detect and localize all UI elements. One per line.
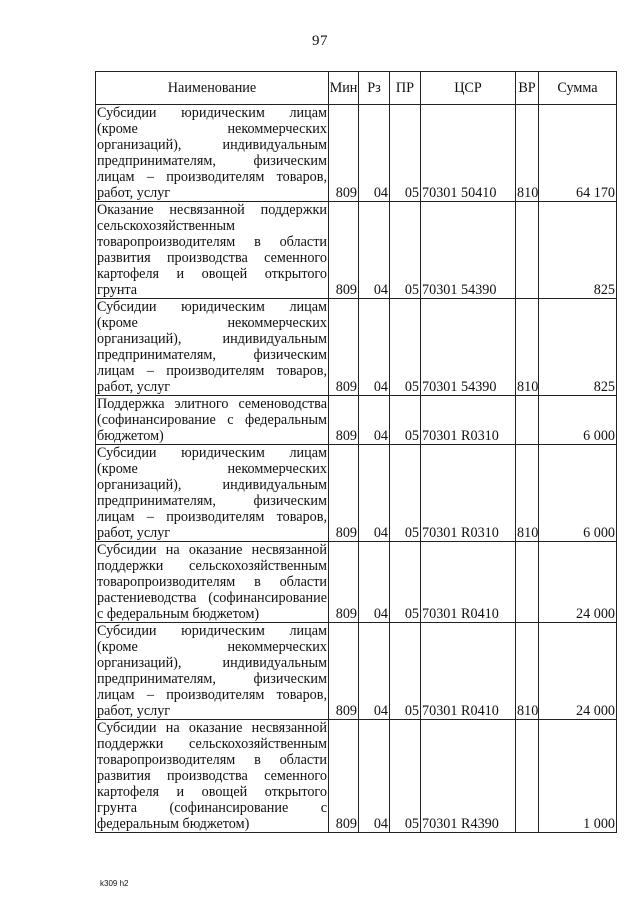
row-rz: 04 bbox=[359, 396, 390, 445]
row-pr: 05 bbox=[390, 396, 421, 445]
header-pr: ПР bbox=[390, 72, 421, 105]
row-sum: 1 000 bbox=[539, 720, 617, 833]
row-rz: 04 bbox=[359, 445, 390, 542]
row-rz: 04 bbox=[359, 623, 390, 720]
row-csr: 70301 50410 bbox=[421, 105, 516, 202]
row-min: 809 bbox=[329, 396, 359, 445]
footer-code: k309 h2 bbox=[100, 879, 129, 888]
row-sum: 825 bbox=[539, 202, 617, 299]
row-min: 809 bbox=[329, 623, 359, 720]
row-csr: 70301 54390 bbox=[421, 202, 516, 299]
table-row bbox=[96, 202, 617, 299]
row-sum: 24 000 bbox=[539, 542, 617, 623]
row-min: 809 bbox=[329, 542, 359, 623]
table-row bbox=[96, 542, 617, 623]
table-row bbox=[96, 396, 617, 445]
row-sum: 6 000 bbox=[539, 396, 617, 445]
row-min: 809 bbox=[329, 105, 359, 202]
row-sum: 825 bbox=[539, 299, 617, 396]
table-row bbox=[96, 623, 617, 720]
row-vr: 810 bbox=[516, 299, 539, 396]
row-name: Субсидии юридическим лицам (кроме некоммерческих организаций), индивидуальным предпринимателям, физическим лицам – производителям товаров, работ, услуг bbox=[97, 299, 327, 395]
row-rz: 04 bbox=[359, 720, 390, 833]
row-vr bbox=[516, 542, 539, 623]
table-row bbox=[96, 105, 617, 202]
row-rz: 04 bbox=[359, 542, 390, 623]
row-min: 809 bbox=[329, 720, 359, 833]
header-min: Мин bbox=[329, 72, 359, 105]
row-pr: 05 bbox=[390, 720, 421, 833]
row-csr: 70301 R0410 bbox=[421, 542, 516, 623]
row-pr: 05 bbox=[390, 105, 421, 202]
row-vr: 810 bbox=[516, 623, 539, 720]
row-sum: 24 000 bbox=[539, 623, 617, 720]
row-name: Субсидии юридическим лицам (кроме некоммерческих организаций), индивидуальным предпринимателям, физическим лицам – производителям товаров, работ, услуг bbox=[97, 105, 327, 201]
row-vr bbox=[516, 720, 539, 833]
row-vr: 810 bbox=[516, 445, 539, 542]
table-row bbox=[96, 299, 617, 396]
row-name: Субсидии юридическим лицам (кроме некоммерческих организаций), индивидуальным предпринимателям, физическим лицам – производителям товаров, работ, услуг bbox=[97, 445, 327, 541]
row-csr: 70301 R0410 bbox=[421, 623, 516, 720]
row-sum: 64 170 bbox=[539, 105, 617, 202]
header-name: Наименование bbox=[96, 72, 329, 105]
row-vr bbox=[516, 202, 539, 299]
row-name: Субсидии на оказание несвязанной поддержки сельскохозяйственным товаропроизводителям в области развития производства семенного картофеля и овощей открытого грунта (софинансирование с федеральным бюджетом) bbox=[97, 720, 327, 832]
table-row bbox=[96, 445, 617, 542]
header-rz: Рз bbox=[359, 72, 390, 105]
row-name: Поддержка элитного семеноводства (софинансирование с федеральным бюджетом) bbox=[97, 396, 327, 444]
row-pr: 05 bbox=[390, 299, 421, 396]
row-pr: 05 bbox=[390, 542, 421, 623]
header-vr: ВР bbox=[516, 72, 539, 105]
row-csr: 70301 54390 bbox=[421, 299, 516, 396]
row-csr: 70301 R0310 bbox=[421, 396, 516, 445]
header-csr: ЦСР bbox=[421, 72, 516, 105]
row-min: 809 bbox=[329, 202, 359, 299]
row-vr bbox=[516, 396, 539, 445]
row-csr: 70301 R0310 bbox=[421, 445, 516, 542]
row-pr: 05 bbox=[390, 623, 421, 720]
page-number: 97 bbox=[312, 33, 328, 49]
row-rz: 04 bbox=[359, 105, 390, 202]
budget-table bbox=[95, 71, 617, 833]
row-pr: 05 bbox=[390, 202, 421, 299]
table-row bbox=[96, 720, 617, 833]
row-pr: 05 bbox=[390, 445, 421, 542]
header-sum: Сумма bbox=[539, 72, 617, 105]
row-csr: 70301 R4390 bbox=[421, 720, 516, 833]
row-min: 809 bbox=[329, 299, 359, 396]
row-vr: 810 bbox=[516, 105, 539, 202]
row-rz: 04 bbox=[359, 202, 390, 299]
row-rz: 04 bbox=[359, 299, 390, 396]
table-header-row bbox=[96, 72, 617, 105]
row-sum: 6 000 bbox=[539, 445, 617, 542]
row-min: 809 bbox=[329, 445, 359, 542]
row-name: Оказание несвязанной поддержки сельскохозяйственным товаропроизводителям в области развития производства семенного картофеля и овощей открытого грунта bbox=[97, 202, 327, 298]
row-name: Субсидии на оказание несвязанной поддержки сельскохозяйственным товаропроизводителям в области растениеводства (софинансирование с федеральным бюджетом) bbox=[97, 542, 327, 622]
row-name: Субсидии юридическим лицам (кроме некоммерческих организаций), индивидуальным предпринимателям, физическим лицам – производителям товаров, работ, услуг bbox=[97, 623, 327, 719]
